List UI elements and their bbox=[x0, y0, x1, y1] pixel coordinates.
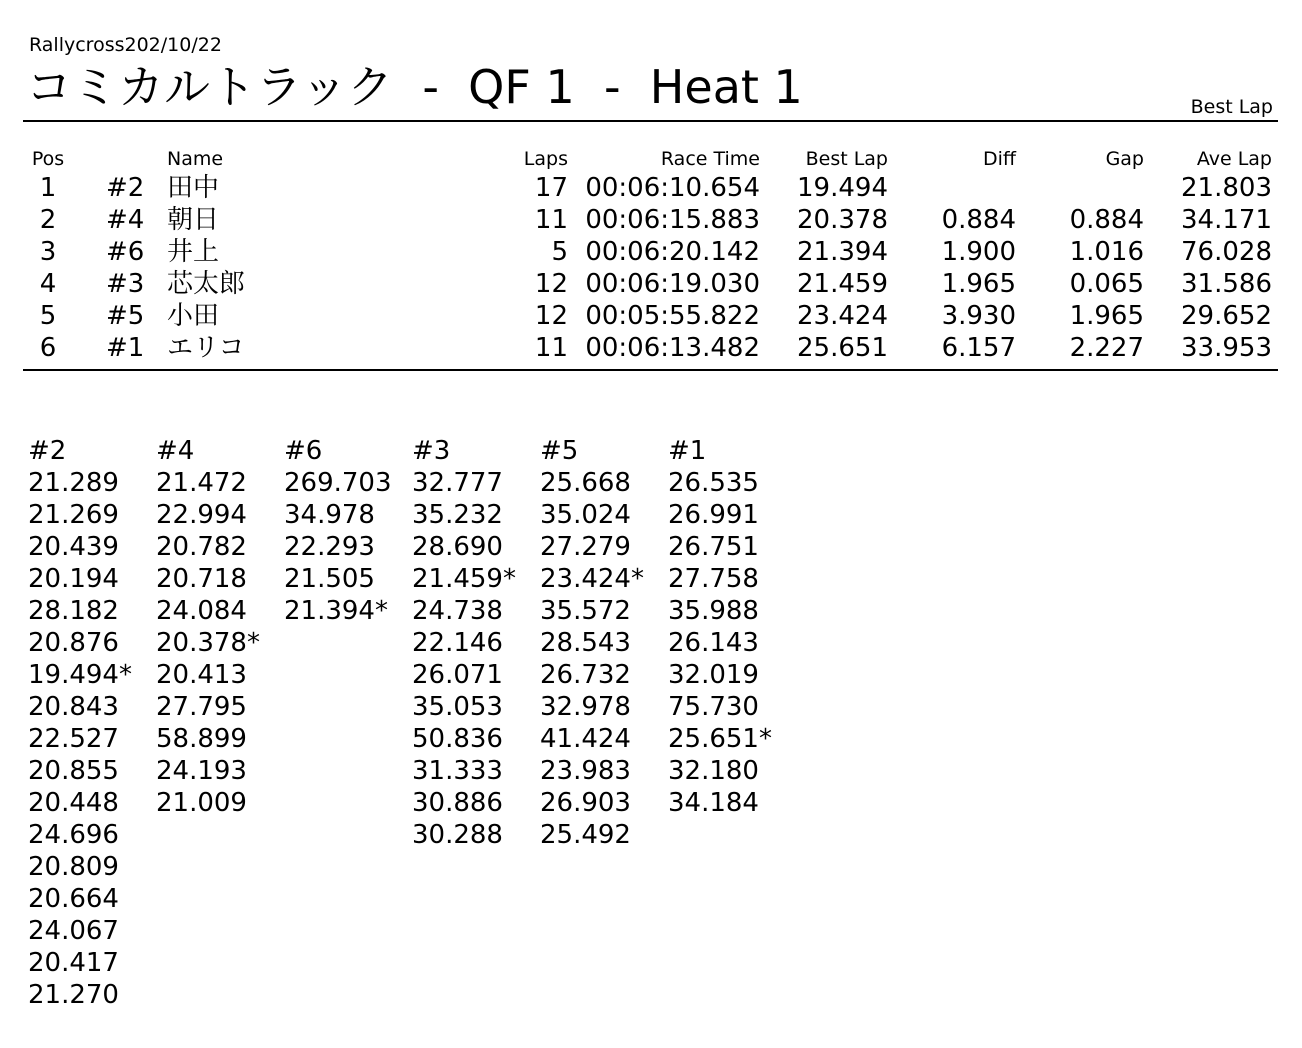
lap-time-value: 75.730 bbox=[668, 692, 759, 722]
cell-laps: 17 bbox=[534, 173, 568, 203]
lap-time-value: 26.991 bbox=[668, 500, 759, 530]
lap-time-value: 58.899 bbox=[156, 724, 247, 754]
cell-race-time: 00:06:13.482 bbox=[585, 333, 760, 363]
lap-time-value: 26.535 bbox=[668, 468, 759, 498]
cell-pos: 3 bbox=[39, 237, 57, 267]
report-subtitle: Rallycross202/10/22 bbox=[29, 34, 222, 56]
cell-gap: 0.884 bbox=[1069, 205, 1144, 235]
cell-laps: 11 bbox=[534, 205, 568, 235]
lap-time-value: 25.492 bbox=[540, 820, 631, 850]
lap-time-value: 24.067 bbox=[28, 916, 119, 946]
lap-time-value: 27.279 bbox=[540, 532, 631, 562]
lap-time-value: 20.194 bbox=[28, 564, 119, 594]
cell-race-time: 00:06:15.883 bbox=[585, 205, 760, 235]
lap-time-value: 20.855 bbox=[28, 756, 119, 786]
cell-best-lap: 25.651 bbox=[797, 333, 888, 363]
lap-time-value: 21.009 bbox=[156, 788, 247, 818]
cell-ave-lap: 76.028 bbox=[1181, 237, 1272, 267]
cell-laps: 12 bbox=[534, 301, 568, 331]
lap-column-car-number: #2 bbox=[28, 436, 67, 466]
best-lap-note: Best Lap bbox=[1190, 96, 1273, 118]
results-table bbox=[0, 146, 1302, 364]
col-header-race-time: Race Time bbox=[660, 148, 760, 170]
cell-num: #4 bbox=[106, 205, 145, 235]
lap-time-value: 31.333 bbox=[412, 756, 503, 786]
cell-ave-lap: 33.953 bbox=[1181, 333, 1272, 363]
cell-diff: 1.900 bbox=[941, 237, 1016, 267]
lap-time-value: 20.417 bbox=[28, 948, 119, 978]
cell-best-lap: 19.494 bbox=[797, 173, 888, 203]
lap-time-value: 19.494* bbox=[28, 660, 132, 690]
lap-column-car-number: #1 bbox=[668, 436, 707, 466]
lap-time-value: 24.696 bbox=[28, 820, 119, 850]
lap-time-value: 20.876 bbox=[28, 628, 119, 658]
lap-time-value: 21.269 bbox=[28, 500, 119, 530]
lap-time-value: 20.664 bbox=[28, 884, 119, 914]
cell-pos: 5 bbox=[39, 301, 57, 331]
lap-time-value: 21.289 bbox=[28, 468, 119, 498]
cell-best-lap: 23.424 bbox=[797, 301, 888, 331]
lap-column bbox=[28, 435, 156, 1011]
lap-time-value: 21.270 bbox=[28, 980, 119, 1010]
cell-laps: 12 bbox=[534, 269, 568, 299]
lap-column bbox=[668, 435, 796, 819]
lap-time-value: 24.193 bbox=[156, 756, 247, 786]
cell-gap: 0.065 bbox=[1069, 269, 1144, 299]
cell-name: 朝日 bbox=[167, 205, 220, 235]
cell-name: エリコ bbox=[167, 333, 245, 363]
lap-column-car-number: #4 bbox=[156, 436, 195, 466]
cell-gap: 1.016 bbox=[1069, 237, 1144, 267]
lap-time-value: 20.448 bbox=[28, 788, 119, 818]
table-row bbox=[0, 268, 1302, 300]
lap-time-value: 21.394* bbox=[284, 596, 388, 626]
cell-race-time: 00:05:55.822 bbox=[585, 301, 760, 331]
lap-time-value: 269.703 bbox=[284, 468, 392, 498]
bottom-divider bbox=[23, 369, 1278, 371]
cell-pos: 4 bbox=[39, 269, 57, 299]
lap-time-value: 21.505 bbox=[284, 564, 375, 594]
cell-pos: 2 bbox=[39, 205, 57, 235]
cell-name: 田中 bbox=[167, 173, 220, 203]
lap-time-value: 27.795 bbox=[156, 692, 247, 722]
lap-time-value: 41.424 bbox=[540, 724, 631, 754]
lap-time-value: 22.146 bbox=[412, 628, 503, 658]
top-divider bbox=[23, 120, 1278, 122]
lap-time-value: 26.143 bbox=[668, 628, 759, 658]
cell-ave-lap: 29.652 bbox=[1181, 301, 1272, 331]
lap-time-value: 20.439 bbox=[28, 532, 119, 562]
lap-time-value: 32.019 bbox=[668, 660, 759, 690]
lap-time-value: 25.651* bbox=[668, 724, 772, 754]
col-header-best-lap: Best Lap bbox=[805, 148, 888, 170]
col-header-diff: Diff bbox=[983, 148, 1016, 170]
lap-time-value: 23.983 bbox=[540, 756, 631, 786]
lap-time-value: 20.413 bbox=[156, 660, 247, 690]
lap-time-value: 27.758 bbox=[668, 564, 759, 594]
cell-num: #3 bbox=[106, 269, 145, 299]
lap-time-value: 28.690 bbox=[412, 532, 503, 562]
cell-diff: 3.930 bbox=[941, 301, 1016, 331]
lap-time-value: 30.886 bbox=[412, 788, 503, 818]
lap-time-value: 21.472 bbox=[156, 468, 247, 498]
lap-column-car-number: #6 bbox=[284, 436, 323, 466]
cell-num: #6 bbox=[106, 237, 145, 267]
col-header-pos: Pos bbox=[31, 148, 65, 170]
lap-time-value: 21.459* bbox=[412, 564, 516, 594]
lap-time-value: 35.024 bbox=[540, 500, 631, 530]
report-title: コミカルトラック - QF 1 - Heat 1 bbox=[26, 60, 803, 114]
cell-name: 芯太郎 bbox=[167, 269, 246, 299]
lap-time-value: 35.572 bbox=[540, 596, 631, 626]
table-row bbox=[0, 236, 1302, 268]
cell-gap: 1.965 bbox=[1069, 301, 1144, 331]
cell-gap: 2.227 bbox=[1069, 333, 1144, 363]
lap-time-value: 35.053 bbox=[412, 692, 503, 722]
col-header-gap: Gap bbox=[1105, 148, 1144, 170]
cell-laps: 5 bbox=[551, 237, 568, 267]
lap-time-value: 50.836 bbox=[412, 724, 503, 754]
lap-time-value: 24.738 bbox=[412, 596, 503, 626]
lap-time-value: 24.084 bbox=[156, 596, 247, 626]
lap-time-value: 22.527 bbox=[28, 724, 119, 754]
results-header-row bbox=[0, 146, 1302, 172]
cell-name: 井上 bbox=[167, 237, 220, 267]
lap-time-value: 26.732 bbox=[540, 660, 631, 690]
lap-time-value: 26.751 bbox=[668, 532, 759, 562]
cell-race-time: 00:06:10.654 bbox=[585, 173, 760, 203]
lap-time-value: 35.988 bbox=[668, 596, 759, 626]
cell-laps: 11 bbox=[534, 333, 568, 363]
cell-pos: 6 bbox=[39, 333, 57, 363]
cell-ave-lap: 34.171 bbox=[1181, 205, 1272, 235]
lap-column-car-number: #3 bbox=[412, 436, 451, 466]
lap-time-value: 20.718 bbox=[156, 564, 247, 594]
cell-ave-lap: 21.803 bbox=[1181, 173, 1272, 203]
cell-best-lap: 20.378 bbox=[797, 205, 888, 235]
lap-time-value: 30.288 bbox=[412, 820, 503, 850]
lap-column-car-number: #5 bbox=[540, 436, 579, 466]
cell-num: #1 bbox=[106, 333, 145, 363]
lap-column bbox=[540, 435, 668, 851]
cell-num: #5 bbox=[106, 301, 145, 331]
table-row bbox=[0, 300, 1302, 332]
lap-column bbox=[284, 435, 412, 627]
lap-time-value: 32.180 bbox=[668, 756, 759, 786]
results-body bbox=[0, 172, 1302, 364]
lap-column bbox=[156, 435, 284, 819]
table-row bbox=[0, 172, 1302, 204]
cell-race-time: 00:06:20.142 bbox=[585, 237, 760, 267]
table-row bbox=[0, 332, 1302, 364]
lap-time-value: 20.378* bbox=[156, 628, 260, 658]
lap-time-value: 26.903 bbox=[540, 788, 631, 818]
lap-time-value: 20.782 bbox=[156, 532, 247, 562]
lap-time-value: 34.184 bbox=[668, 788, 759, 818]
lap-time-value: 28.543 bbox=[540, 628, 631, 658]
table-row bbox=[0, 204, 1302, 236]
col-header-laps: Laps bbox=[523, 148, 568, 170]
lap-time-value: 34.978 bbox=[284, 500, 375, 530]
lap-time-value: 20.843 bbox=[28, 692, 119, 722]
cell-num: #2 bbox=[106, 173, 145, 203]
cell-name: 小田 bbox=[167, 301, 220, 331]
cell-ave-lap: 31.586 bbox=[1181, 269, 1272, 299]
lap-time-value: 22.293 bbox=[284, 532, 375, 562]
lap-time-value: 26.071 bbox=[412, 660, 503, 690]
cell-pos: 1 bbox=[39, 173, 57, 203]
cell-race-time: 00:06:19.030 bbox=[585, 269, 760, 299]
lap-time-value: 32.978 bbox=[540, 692, 631, 722]
lap-time-value: 35.232 bbox=[412, 500, 503, 530]
cell-diff: 6.157 bbox=[941, 333, 1016, 363]
cell-diff: 0.884 bbox=[941, 205, 1016, 235]
lap-time-value: 25.668 bbox=[540, 468, 631, 498]
col-header-ave-lap: Ave Lap bbox=[1196, 148, 1272, 170]
col-header-name: Name bbox=[167, 148, 224, 170]
lap-time-value: 32.777 bbox=[412, 468, 503, 498]
cell-best-lap: 21.394 bbox=[797, 237, 888, 267]
lap-time-value: 23.424* bbox=[540, 564, 644, 594]
lap-time-value: 28.182 bbox=[28, 596, 119, 626]
cell-best-lap: 21.459 bbox=[797, 269, 888, 299]
lap-column bbox=[412, 435, 540, 851]
cell-diff: 1.965 bbox=[941, 269, 1016, 299]
lap-time-value: 22.994 bbox=[156, 500, 247, 530]
lap-time-value: 20.809 bbox=[28, 852, 119, 882]
